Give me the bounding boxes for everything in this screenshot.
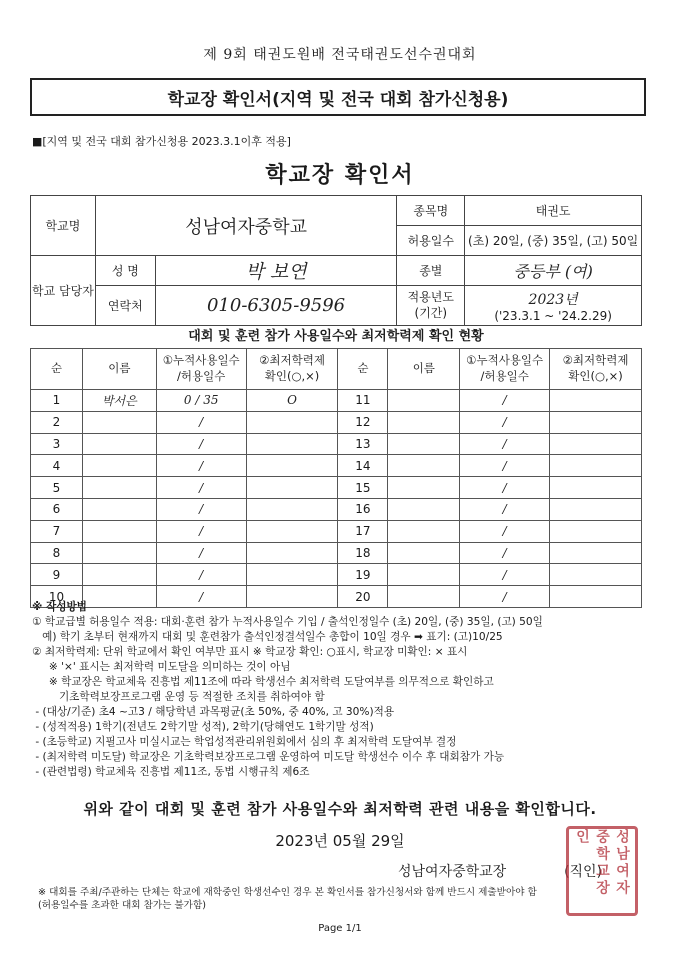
footer-line: (허용일수를 초과한 대회 참가는 불가함)	[38, 900, 206, 911]
athlete-name	[388, 455, 460, 477]
col-name: 이름	[82, 349, 156, 390]
days-used: /	[460, 433, 550, 455]
participation-title: 대회 및 훈련 참가 사용일수와 최저학력제 확인 현황	[188, 329, 484, 344]
athlete-name	[388, 520, 460, 542]
grade-check	[246, 498, 338, 520]
days-used: /	[156, 564, 246, 586]
name-value: 박 보연	[155, 256, 397, 286]
page-number: Page 1/1	[318, 923, 362, 934]
grade-check	[550, 520, 642, 542]
athlete-name	[82, 564, 156, 586]
grade-check	[246, 411, 338, 433]
row-number: 4	[31, 455, 83, 477]
main-title: 학교장 확인서	[265, 163, 415, 188]
sport-value: 태권도	[465, 196, 642, 226]
days-used: /	[156, 477, 246, 499]
row-number: 3	[31, 433, 83, 455]
name-label: 성 명	[95, 256, 155, 286]
grade-check	[246, 477, 338, 499]
row-number: 9	[31, 564, 83, 586]
athlete-name	[388, 390, 460, 412]
grade-check	[550, 477, 642, 499]
days-used: /	[460, 477, 550, 499]
school-label: 학교명	[31, 196, 96, 256]
row-number: 19	[338, 564, 388, 586]
table-row	[31, 411, 642, 433]
days-used: /	[460, 390, 550, 412]
instructions-heading: ※ 작성방법	[32, 601, 87, 613]
days-used: /	[460, 520, 550, 542]
athlete-name	[388, 564, 460, 586]
table-row	[31, 520, 642, 542]
grade-check	[246, 564, 338, 586]
year-value: 2023년	[528, 291, 578, 308]
athlete-name	[82, 542, 156, 564]
instructions	[32, 600, 647, 780]
grade-check	[550, 433, 642, 455]
athlete-name	[82, 520, 156, 542]
days-used: /	[156, 455, 246, 477]
issue-date: 2023년 05월 29일	[275, 832, 405, 850]
athlete-name	[388, 542, 460, 564]
allowed-days-label: 허용일수	[397, 226, 465, 256]
days-used: /	[460, 542, 550, 564]
year-label: 적용년도 (기간)	[397, 286, 465, 326]
sport-label: 종목명	[397, 196, 465, 226]
form-title-box	[30, 78, 646, 116]
athlete-name	[82, 477, 156, 499]
row-number: 12	[338, 411, 388, 433]
seal-mark: (직인)	[564, 864, 603, 880]
grade-check	[246, 520, 338, 542]
col-days-right: ①누적사용일수 /허용일수	[460, 349, 550, 390]
grade-check	[246, 455, 338, 477]
table-row	[31, 433, 642, 455]
instruction-line: - (초등학교) 지필고사 미실시교는 학업성적관리위원회에서 심의 후 최저학력 도달여부 결정	[32, 736, 457, 748]
grade-check	[246, 542, 338, 564]
table-header-row	[31, 349, 642, 390]
row-number: 15	[338, 477, 388, 499]
athlete-name	[82, 498, 156, 520]
days-used: 0 / 35	[156, 390, 246, 412]
days-used: /	[156, 433, 246, 455]
table-row	[31, 455, 642, 477]
row-number: 6	[31, 498, 83, 520]
row-number: 10	[31, 586, 83, 608]
athlete-name	[388, 433, 460, 455]
col-name-right: 이름	[388, 349, 460, 390]
days-used: /	[460, 455, 550, 477]
participation-table	[30, 348, 642, 608]
athlete-name	[388, 498, 460, 520]
row-number: 8	[31, 542, 83, 564]
grade-check: O	[246, 390, 338, 412]
confirmation-text: 위와 같이 대회 및 훈련 참가 사용일수와 최저학력 관련 내용을 확인합니다.	[83, 800, 597, 818]
row-number: 2	[31, 411, 83, 433]
grade-check	[550, 411, 642, 433]
instruction-line: ※ '×' 표시는 최저학력 미도달을 의미하는 것이 아님	[32, 661, 291, 673]
athlete-name	[388, 477, 460, 499]
athlete-name	[82, 411, 156, 433]
table-row	[31, 542, 642, 564]
grade-check	[550, 564, 642, 586]
school-info-table	[30, 195, 642, 326]
school-name: 성남여자중학교	[95, 196, 396, 256]
principal-name: 성남여자중학교장 (직인)	[398, 864, 603, 880]
instruction-line: 예) 학기 초부터 현재까지 대회 및 훈련참가 출석인정결석일수 총합이 10일 경우 ➡ 표기: (고)10/25	[32, 631, 503, 643]
grade-check	[550, 542, 642, 564]
row-number: 18	[338, 542, 388, 564]
athlete-name	[82, 455, 156, 477]
row-number: 7	[31, 520, 83, 542]
allowed-days-value: (초) 20일, (중) 35일, (고) 50일	[465, 226, 642, 256]
days-used: /	[156, 586, 246, 608]
contact-person-label: 학교 담당자	[31, 256, 96, 326]
footer-line: ※ 대회를 주최/주관하는 단체는 학교에 재학중인 학생선수인 경우 본 확인서를 참가신청서와 함께 반드시 제출받아야 함	[38, 887, 537, 898]
year-period: ('23.3.1 ~ '24.2.29)	[494, 308, 612, 323]
event-title: 제 9회 태권도원배 전국태권도선수권대회	[203, 47, 477, 63]
applicability-note: ■[지역 및 전국 대회 참가신청용 2023.3.1이후 적용]	[32, 135, 291, 148]
grade-check	[550, 498, 642, 520]
days-used: /	[460, 498, 550, 520]
instruction-line: ① 학교급별 허용일수 적용: 대회·훈련 참가 누적사용일수 기입 / 출석인정일수 (초) 20일, (중) 35일, (고) 50일	[32, 616, 543, 628]
instruction-line: - (관련법령) 학교체육 진흥법 제11조, 동법 시행규칙 제6조	[32, 766, 310, 778]
phone-value: 010-6305-9596	[155, 286, 397, 326]
category-value: 중등부 (여)	[465, 256, 642, 286]
col-num: 순	[31, 349, 83, 390]
row-number: 16	[338, 498, 388, 520]
row-number: 14	[338, 455, 388, 477]
grade-check	[550, 455, 642, 477]
table-row	[31, 477, 642, 499]
days-used: /	[156, 498, 246, 520]
row-number: 17	[338, 520, 388, 542]
athlete-name	[388, 411, 460, 433]
days-used: /	[460, 411, 550, 433]
table-row	[31, 564, 642, 586]
athlete-name	[82, 433, 156, 455]
instruction-line: - (성적적용) 1학기(전년도 2학기말 성적), 2학기(당해연도 1학기말 성적)	[32, 721, 374, 733]
row-number: 1	[31, 390, 83, 412]
instruction-line: ※ 학교장은 학교체육 진흥법 제11조에 따라 학생선수 최저학력 도달여부를 의무적으로 확인하고	[32, 676, 494, 688]
col-days: ①누적사용일수 /허용일수	[156, 349, 246, 390]
col-grade: ②최저학력제 확인(○,×)	[246, 349, 338, 390]
days-used: /	[460, 586, 550, 608]
days-used: /	[460, 564, 550, 586]
category-label: 종별	[397, 256, 465, 286]
days-used: /	[156, 520, 246, 542]
phone-label: 연락처	[95, 286, 155, 326]
row-number: 20	[338, 586, 388, 608]
row-number: 5	[31, 477, 83, 499]
row-number: 11	[338, 390, 388, 412]
table-row	[31, 390, 642, 412]
seal-text: 성남여자중학교장인	[574, 829, 630, 897]
instruction-line: ② 최저학력제: 단위 학교에서 확인 여부만 표시 ※ 학교장 확인: ○표시, 학교장 미확인: × 표시	[32, 646, 468, 658]
days-used: /	[156, 411, 246, 433]
grade-check	[550, 390, 642, 412]
row-number: 13	[338, 433, 388, 455]
days-used: /	[156, 542, 246, 564]
year-cell	[465, 286, 642, 326]
footer-note	[38, 886, 650, 912]
form-title: 학교장 확인서(지역 및 전국 대회 참가신청용)	[167, 89, 509, 110]
instruction-line: - (최저학력 미도달) 학교장은 기초학력보장프로그램 운영하여 미도달 학생선수 이수 후 대회참가 가능	[32, 751, 505, 763]
instruction-line: 기초학력보장프로그램 운영 등 적절한 조치를 취하여야 함	[32, 691, 325, 703]
athlete-name: 박서은	[82, 390, 156, 412]
table-row	[31, 498, 642, 520]
instruction-line: - (대상/기준) 초4 ~고3 / 해당학년 과목평균(초 50%, 중 40%, 고 30%)적용	[32, 706, 395, 718]
col-grade-right: ②최저학력제 확인(○,×)	[550, 349, 642, 390]
grade-check	[246, 433, 338, 455]
col-num-right: 순	[338, 349, 388, 390]
